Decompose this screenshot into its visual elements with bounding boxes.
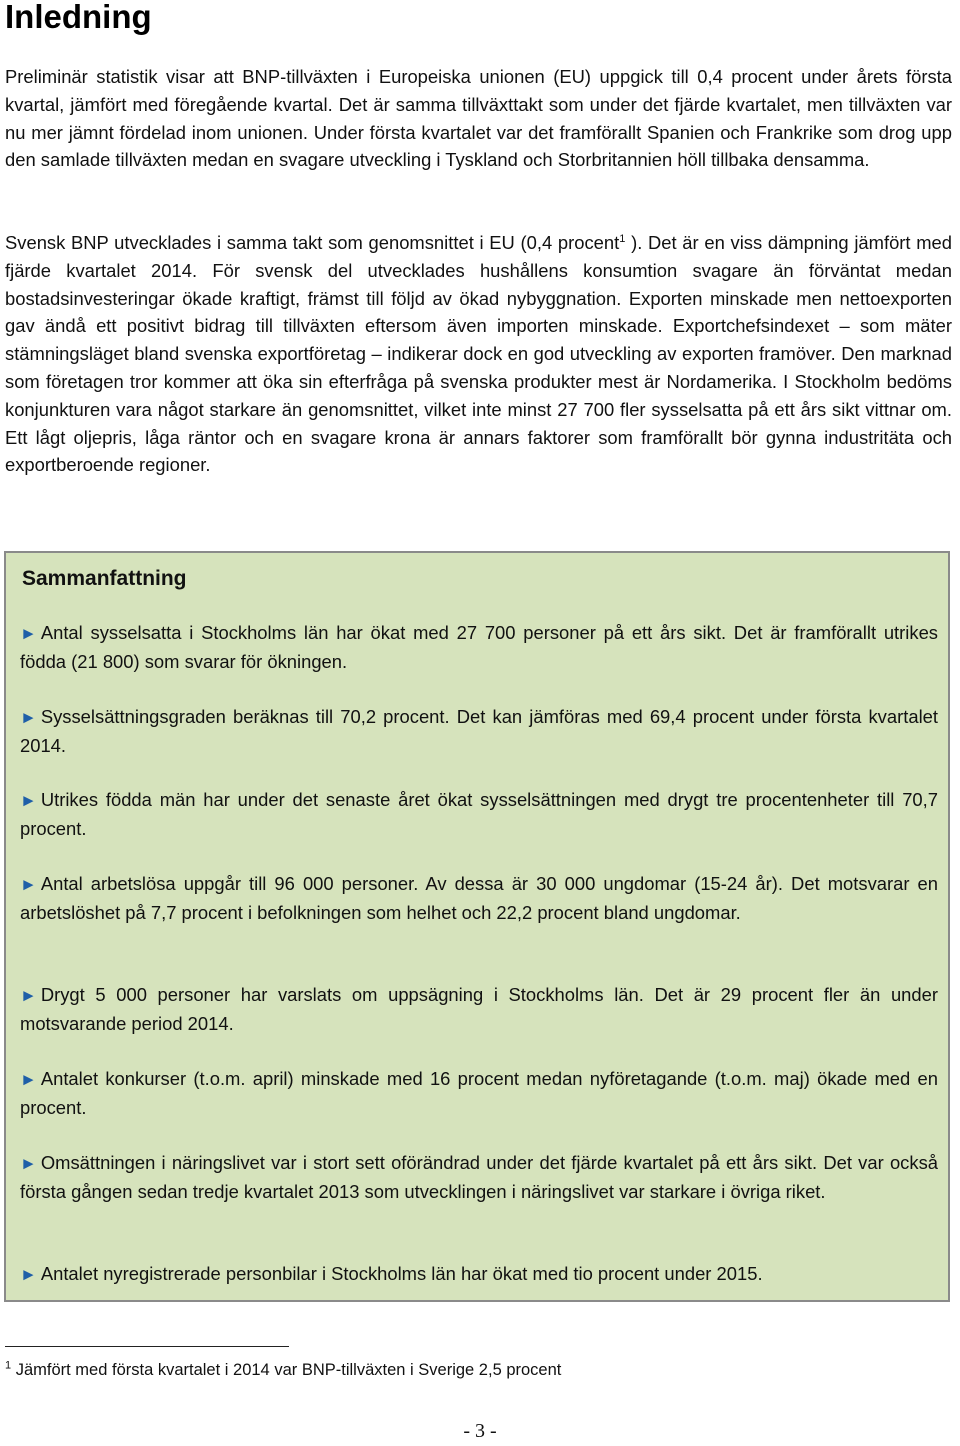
arrow-right-icon: ► (20, 791, 37, 810)
arrow-right-icon: ► (20, 986, 37, 1005)
summary-bullet-text: Omsättningen i näringslivet var i stort sett oförändrad under det fjärde kvartalet på ett års sikt. Det var också första gången sedan tredje kvartalet 2013 som utvecklingen i näringslivet var starkare i övriga riket. (20, 1152, 938, 1202)
footnote-divider (5, 1346, 289, 1347)
summary-bullet-text: Antal arbetslösa uppgår till 96 000 personer. Av dessa är 30 000 ungdomar (15-24 år). Det motsvarar en arbetslöshet på 7,7 procent i befolkningen som helhet och 22,2 procent bland ungdomar. (20, 873, 938, 923)
summary-bullet (20, 786, 938, 843)
bnp-paragraph-lead: Svensk BNP utvecklades i samma takt som genomsnittet i EU (0,4 procent (5, 232, 620, 253)
arrow-right-icon: ► (20, 708, 37, 727)
intro-paragraph: Preliminär statistik visar att BNP-tillväxten i Europeiska unionen (EU) uppgick till 0,4 procent under årets första kvartal, jämfört med föregående kvartal. Det är samma tillväxttakt som under det fjärde kvartalet, men tillväxten var nu mer jämnt fördelad inom unionen. Under första kvartalet var det framförallt Spanien och Frankrike som drog upp den samlade tillväxten medan en svagare utveckling i Tyskland och Storbritannien höll tillbaka densamma. (5, 66, 952, 171)
arrow-right-icon: ► (20, 1070, 37, 1089)
summary-title: Sammanfattning (22, 567, 187, 590)
summary-bullet (20, 1260, 938, 1289)
page-number: - 3 - (463, 1420, 497, 1442)
summary-bullet (20, 981, 938, 1038)
summary-bullet (20, 1149, 938, 1206)
summary-box (4, 551, 950, 1302)
summary-bullet-text: Antal sysselsatta i Stockholms län har ökat med 27 700 personer på ett års sikt. Det är framförallt utrikes födda (21 800) som svarar för ökningen. (20, 622, 938, 672)
arrow-right-icon: ► (20, 875, 37, 894)
arrow-right-icon: ► (20, 1154, 37, 1173)
summary-bullet-text: Drygt 5 000 personer har varslats om uppsägning i Stockholms län. Det är 29 procent fler än under motsvarande period 2014. (20, 984, 938, 1034)
summary-bullet-text: Utrikes födda män har under det senaste året ökat sysselsättningen med drygt tre procentenheter till 70,7 procent. (20, 789, 938, 839)
summary-bullet (20, 703, 938, 760)
summary-bullet (20, 1065, 938, 1122)
footnote-ref[interactable]: 1 (619, 232, 626, 245)
arrow-right-icon: ► (20, 1265, 37, 1284)
footnote-number: 1 (5, 1359, 12, 1372)
summary-bullet-text: Antalet konkurser (t.o.m. april) minskade med 16 procent medan nyföretagande (t.o.m. maj) ökade med en procent. (20, 1068, 938, 1118)
summary-bullet-text: Sysselsättningsgraden beräknas till 70,2 procent. Det kan jämföras med 69,4 procent under första kvartalet 2014. (20, 706, 938, 756)
summary-bullet (20, 619, 938, 676)
footnote-text: Jämfört med första kvartalet i 2014 var BNP-tillväxten i Sverige 2,5 procent (11, 1361, 562, 1379)
arrow-right-icon: ► (20, 624, 37, 643)
page-title: Inledning (5, 0, 152, 35)
summary-bullet (20, 870, 938, 927)
bnp-paragraph-body: ). Det är en viss dämpning jämfört med fjärde kvartalet 2014. För svensk del utvecklades hushållens konsumtion svagare än förväntat medan bostadsinvesteringar ökade kraftigt, främst till följd av ökad nybyggnation. Exporten minskade men nettoexporten gav ändå ett positivt bidrag till tillväxten eftersom även importen minskade. Exportchefsindexet – som mäter stämningsläget bland svenska exportföretag – indikerar dock en god utveckling av exporten framöver. Den marknad som företagen tror kommer att öka sin efterfråga på svenska produkter mest är Nordamerika. I Stockholm bedöms konjunkturen vara något starkare än genomsnittet, vilket inte minst 27 700 fler sysselsatta på ett års sikt vittnar om. Ett lågt oljepris, låga räntor och en svagare krona är annars faktorer som framförallt bör gynna industritäta och exportberoende regioner. (5, 232, 952, 476)
summary-bullet-text: Antalet nyregistrerade personbilar i Stockholms län har ökat med tio procent under 2015. (40, 1263, 763, 1284)
footnote (5, 1358, 561, 1382)
bnp-paragraph (5, 229, 952, 479)
